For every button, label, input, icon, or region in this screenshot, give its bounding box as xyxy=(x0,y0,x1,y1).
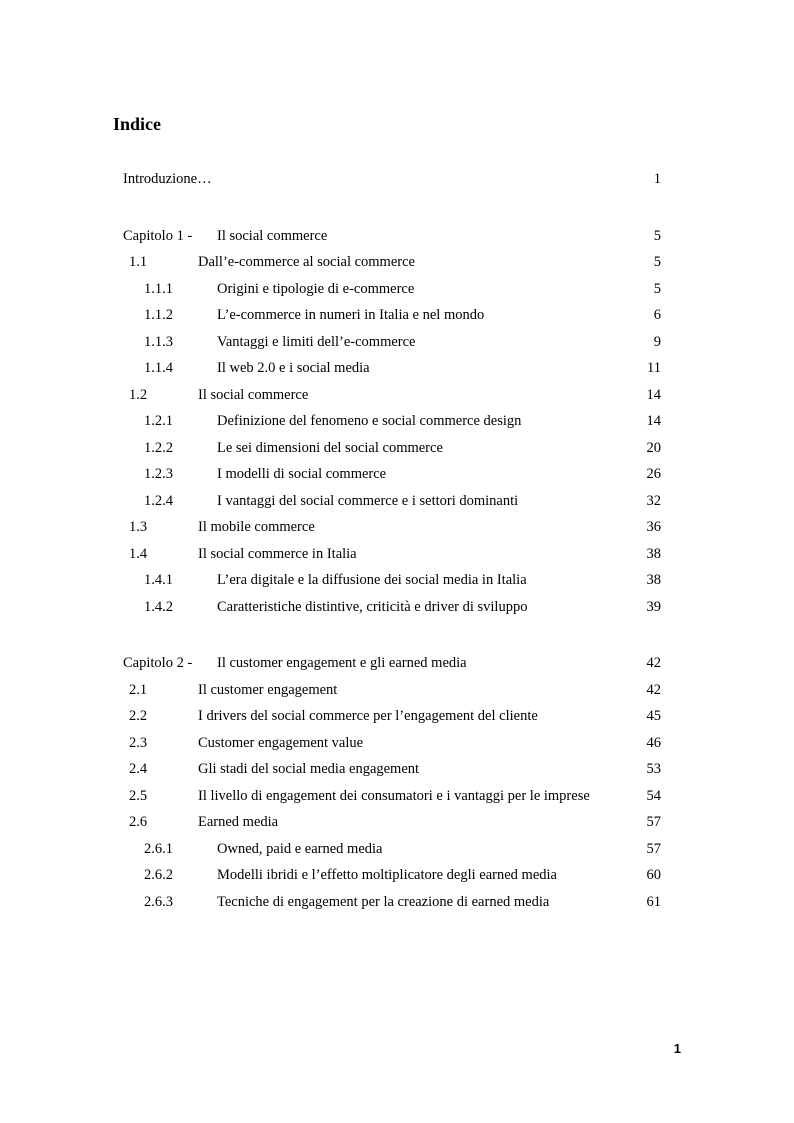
toc-entry-number: 1.1.4 xyxy=(144,360,173,376)
toc-subsection-row[interactable] xyxy=(0,463,794,485)
toc-entry-title: Il web 2.0 e i social media xyxy=(217,360,370,376)
toc-subsection-row[interactable] xyxy=(0,864,794,886)
toc-entry-title: L’era digitale e la diffusione dei social media in Italia xyxy=(217,572,527,588)
toc-subsection-row[interactable] xyxy=(0,838,794,860)
toc-entry-title: I modelli di social commerce xyxy=(217,466,387,482)
toc-subsection-row[interactable] xyxy=(0,410,794,432)
toc-subsection-row[interactable] xyxy=(0,891,794,913)
toc-entry-number: 1.2 xyxy=(129,387,148,403)
toc-entry-number: 1.2.4 xyxy=(144,493,173,509)
toc-entry-title: Il social commerce xyxy=(198,387,309,403)
toc-section-row[interactable] xyxy=(0,384,794,406)
toc-entry-number: 1.4.1 xyxy=(144,572,173,588)
toc-entry-page: 6 xyxy=(653,307,661,323)
toc-entry-number: 1.1.2 xyxy=(144,307,173,323)
toc-entry-number: 2.6.2 xyxy=(144,867,173,883)
toc-entry-title: Il customer engagement e gli earned media xyxy=(217,655,467,671)
toc-heading: Indice xyxy=(113,114,162,134)
toc-entry-title: Definizione del fenomeno e social commerce design xyxy=(217,413,522,429)
toc-entry-page: 5 xyxy=(653,254,661,270)
toc-intro-row[interactable] xyxy=(0,168,794,190)
toc-section-row[interactable] xyxy=(0,679,794,701)
toc-entry-title: Customer engagement value xyxy=(198,735,364,751)
toc-subsection-row[interactable] xyxy=(0,304,794,326)
toc-entry-number: 1.2.2 xyxy=(144,440,173,456)
toc-entry-title: Il customer engagement xyxy=(198,682,338,698)
toc-entry-title: L’e-commerce in numeri in Italia e nel mondo xyxy=(217,307,485,323)
toc-entry-number: 1.1.1 xyxy=(144,281,173,297)
toc-entry-title: Caratteristiche distintive, criticità e driver di sviluppo xyxy=(217,599,528,615)
toc-entry-page: 5 xyxy=(653,228,661,244)
toc-chapter-row[interactable] xyxy=(0,652,794,674)
toc-entry-title: Il social commerce xyxy=(217,228,328,244)
toc-section-row[interactable] xyxy=(0,758,794,780)
toc-entry-page: 9 xyxy=(653,334,661,350)
toc-entry-title: Origini e tipologie di e-commerce xyxy=(217,281,415,297)
toc-entry-title: Vantaggi e limiti dell’e-commerce xyxy=(217,334,416,350)
toc-entry-number: 1.2.3 xyxy=(144,466,173,482)
toc-entry-title: Modelli ibridi e l’effetto moltiplicatore degli earned media xyxy=(217,867,557,883)
toc-entry-page: 38 xyxy=(646,546,661,562)
toc-entry-title: I vantaggi del social commerce e i settori dominanti xyxy=(217,493,519,509)
toc-entry-page: 57 xyxy=(646,814,661,830)
toc-entry-page: 5 xyxy=(653,281,661,297)
toc-subsection-row[interactable] xyxy=(0,278,794,300)
toc-entry-page: 45 xyxy=(646,708,661,724)
toc-subsection-row[interactable] xyxy=(0,490,794,512)
toc-section-row[interactable] xyxy=(0,811,794,833)
toc-entry-page: 20 xyxy=(646,440,661,456)
toc-chapter-label: Capitolo 1 - xyxy=(123,228,193,244)
toc-section-row[interactable] xyxy=(0,251,794,273)
toc-entry-number: 2.5 xyxy=(129,788,148,804)
toc-section-row[interactable] xyxy=(0,516,794,538)
toc-entry-page: 14 xyxy=(646,387,661,403)
toc-entry-title: Le sei dimensioni del social commerce xyxy=(217,440,443,456)
toc-entry-page: 46 xyxy=(646,735,661,751)
toc-entry-number: 2.6.1 xyxy=(144,841,173,857)
toc-entry-number: 1.3 xyxy=(129,519,148,535)
page-number: 1 xyxy=(673,1041,681,1056)
toc-entry-number: 2.2 xyxy=(129,708,148,724)
toc-subsection-row[interactable] xyxy=(0,596,794,618)
toc-subsection-row[interactable] xyxy=(0,357,794,379)
toc-entry-number: 2.4 xyxy=(129,761,148,777)
toc-entry-number: 2.6.3 xyxy=(144,894,173,910)
toc-entry-page: 36 xyxy=(646,519,661,535)
toc-entry-page: 26 xyxy=(646,466,661,482)
toc-entry-page: 32 xyxy=(646,493,661,509)
toc-entry-number: 1.1.3 xyxy=(144,334,173,350)
toc-entry-page: 53 xyxy=(646,761,661,777)
toc-subsection-row[interactable] xyxy=(0,331,794,353)
toc-entry-page: 42 xyxy=(646,682,661,698)
toc-entry-page: 61 xyxy=(646,894,661,910)
toc-entry-page: 38 xyxy=(646,572,661,588)
toc-section-row[interactable] xyxy=(0,705,794,727)
toc-entry-number: 1.4 xyxy=(129,546,148,562)
toc-entry-number: 2.3 xyxy=(129,735,148,751)
toc-entry-number: 2.6 xyxy=(129,814,148,830)
toc-entry-title: Gli stadi del social media engagement xyxy=(198,761,420,777)
toc-subsection-row[interactable] xyxy=(0,437,794,459)
toc-entry-title: Il social commerce in Italia xyxy=(198,546,357,562)
toc-entry-title: Owned, paid e earned media xyxy=(217,841,383,857)
toc-entry-title: Introduzione… xyxy=(123,171,212,187)
toc-entry-number: 1.4.2 xyxy=(144,599,173,615)
toc-entry-page: 14 xyxy=(646,413,661,429)
toc-entry-number: 1.1 xyxy=(129,254,148,270)
toc-entry-page: 54 xyxy=(646,788,661,804)
toc-entry-page: 60 xyxy=(646,867,661,883)
toc-entry-page: 1 xyxy=(653,171,661,187)
toc-entry-page: 42 xyxy=(646,655,661,671)
toc-entry-title: Tecniche di engagement per la creazione di earned media xyxy=(217,894,550,910)
toc-subsection-row[interactable] xyxy=(0,569,794,591)
toc-entry-page: 39 xyxy=(646,599,661,615)
toc-section-row[interactable] xyxy=(0,785,794,807)
toc-entry-title: Dall’e-commerce al social commerce xyxy=(198,254,415,270)
toc-entry-title: Il livello di engagement dei consumatori e i vantaggi per le imprese xyxy=(198,788,590,804)
toc-entry-page: 11 xyxy=(647,360,661,376)
toc-chapter-row[interactable] xyxy=(0,225,794,247)
toc-section-row[interactable] xyxy=(0,732,794,754)
toc-chapter-label: Capitolo 2 - xyxy=(123,655,193,671)
toc-entry-number: 2.1 xyxy=(129,682,148,698)
toc-entry-title: I drivers del social commerce per l’engagement del cliente xyxy=(198,708,538,724)
toc-entry-page: 57 xyxy=(646,841,661,857)
toc-entry-number: 1.2.1 xyxy=(144,413,173,429)
toc-entry-title: Earned media xyxy=(198,814,279,830)
toc-section-row[interactable] xyxy=(0,543,794,565)
toc-entry-title: Il mobile commerce xyxy=(198,519,315,535)
